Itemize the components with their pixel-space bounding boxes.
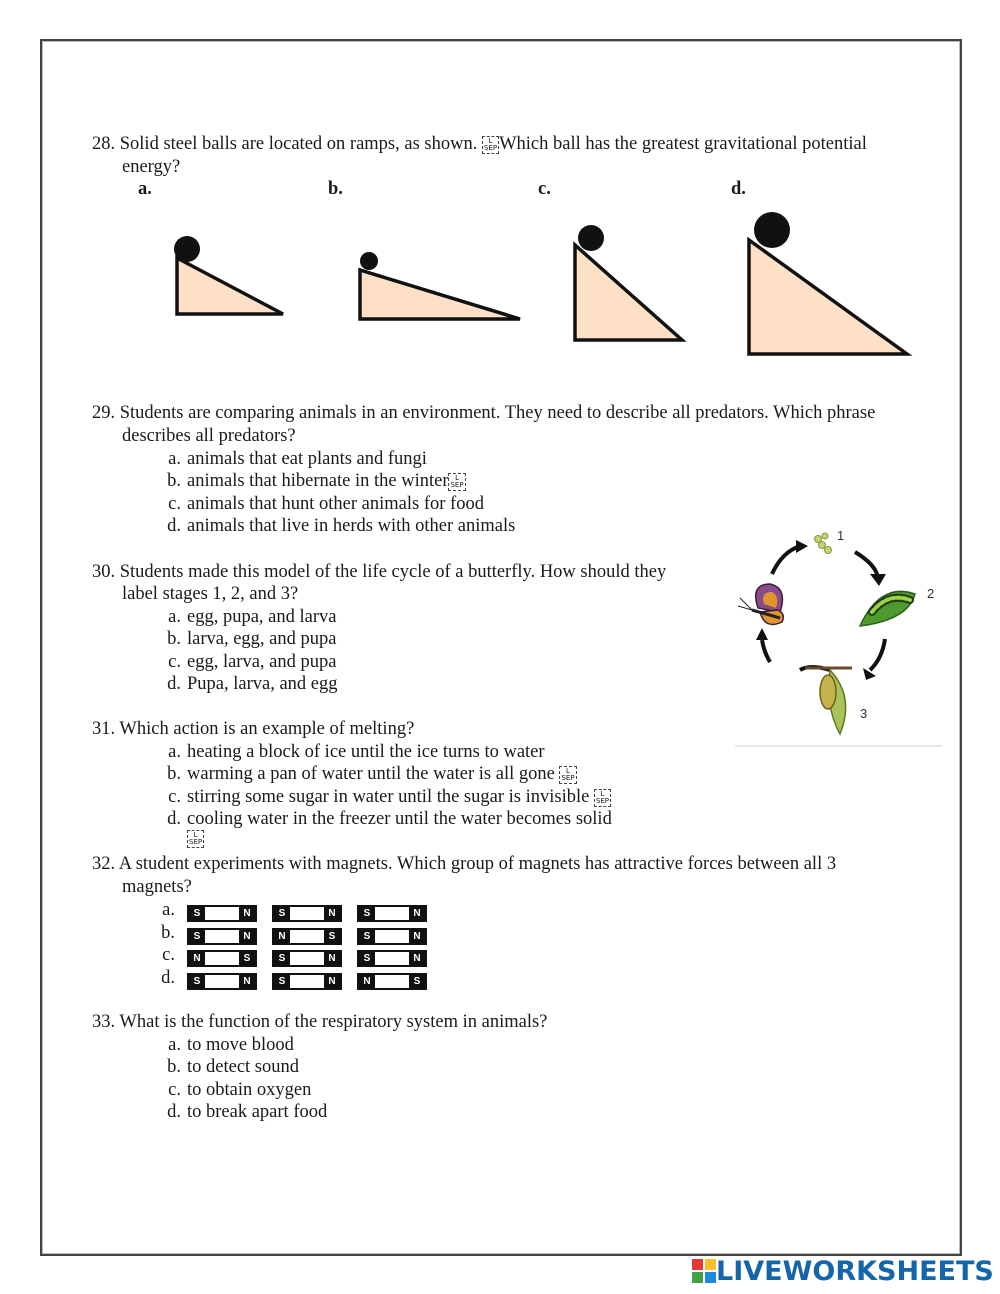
- butterfly-icon: [738, 584, 783, 624]
- egg-icon: [815, 533, 832, 554]
- q32-option-letter: c.: [162, 945, 175, 965]
- q29-option-b[interactable]: b. animals that hibernate in the winter L SEP: [167, 471, 464, 491]
- q30-option-c[interactable]: c. egg, larva, and pupa: [168, 652, 337, 672]
- bar-magnet: [357, 928, 427, 945]
- chrysalis-icon: [805, 668, 852, 734]
- bar-magnet: [272, 928, 342, 945]
- q32-option-b[interactable]: [155, 922, 555, 944]
- ramp-a[interactable]: [174, 236, 283, 314]
- magnet-pole-right: N: [239, 930, 255, 943]
- magnet-pole-right: S: [239, 952, 255, 965]
- magnet-pole-right: N: [239, 975, 255, 988]
- bar-magnet: [272, 973, 342, 990]
- sep-marker: L SEP: [189, 831, 203, 847]
- q28-label-b[interactable]: b.: [328, 179, 343, 199]
- magnet-pole-right: N: [324, 907, 340, 920]
- magnet-pole-left: S: [189, 975, 205, 988]
- liveworksheets-logo-icon: [692, 1259, 716, 1283]
- sep-marker: L SEP: [450, 473, 464, 489]
- stage-label-3: 3: [860, 706, 868, 721]
- bar-magnet: [272, 950, 342, 967]
- q33-option-d[interactable]: d. to break apart food: [167, 1102, 328, 1122]
- q31-option-d[interactable]: d. cooling water in the freezer until the water becomes solid: [167, 809, 612, 829]
- bar-magnet: [357, 950, 427, 967]
- q30-option-d[interactable]: d. Pupa, larva, and egg: [167, 674, 338, 694]
- q31-option-c[interactable]: c. stirring some sugar in water until the sugar is invisible L SEP: [168, 787, 610, 807]
- bar-magnet: [187, 928, 257, 945]
- q28-stem-text: 28. Solid steel balls are located on ramps, as shown.: [92, 134, 482, 154]
- bar-magnet: [272, 905, 342, 922]
- bar-magnet: [357, 905, 427, 922]
- q33-option-b[interactable]: b. to detect sound: [167, 1057, 300, 1077]
- stage-label-2: 2: [927, 586, 935, 601]
- q30-option-a[interactable]: a. egg, pupa, and larva: [168, 607, 337, 627]
- q29-option-c[interactable]: c. animals that hunt other animals for food: [168, 494, 484, 514]
- magnet-pole-left: S: [189, 907, 205, 920]
- sep-marker: L SEP: [595, 789, 610, 805]
- q28-stem: [92, 133, 867, 156]
- ramp-c[interactable]: [575, 225, 682, 340]
- magnet-pole-left: S: [274, 952, 290, 965]
- liveworksheets-logo[interactable]: [692, 1256, 994, 1286]
- magnet-pole-left: N: [189, 952, 205, 965]
- magnet-pole-left: S: [359, 907, 375, 920]
- q28-label-d[interactable]: d.: [731, 179, 746, 199]
- q32-option-letter: d.: [161, 967, 175, 988]
- q32-stem-line2: magnets?: [122, 877, 192, 897]
- butterfly-life-cycle-figure: [730, 522, 945, 748]
- q30-stem-line2: label stages 1, 2, and 3?: [122, 584, 299, 604]
- q32-option-d[interactable]: [155, 967, 555, 989]
- bar-magnet: [187, 973, 257, 990]
- magnet-pole-right: N: [324, 952, 340, 965]
- magnet-pole-left: S: [189, 930, 205, 943]
- q29-stem: 29. Students are comparing animals in an environment. They need to describe all predators. Which phrase: [92, 403, 876, 423]
- q32-option-letter: b.: [161, 922, 175, 943]
- q29-option-a[interactable]: a. animals that eat plants and fungi: [168, 449, 427, 469]
- q28-stem-line2: energy?: [122, 157, 181, 177]
- sep-marker: L SEP: [483, 136, 498, 152]
- q28-label-a[interactable]: a.: [138, 179, 152, 199]
- q29-stem-line2: describes all predators?: [122, 426, 296, 446]
- q28-ramps-figure: [160, 200, 930, 365]
- caterpillar-icon: [860, 591, 915, 626]
- magnet-pole-right: N: [239, 907, 255, 920]
- magnet-pole-right: S: [324, 930, 340, 943]
- q29-option-d[interactable]: d. animals that live in herds with other animals: [167, 516, 516, 536]
- magnet-pole-left: S: [359, 952, 375, 965]
- stage-label-1: 1: [837, 528, 845, 543]
- liveworksheets-brand: LIVEWORKSHEETS: [716, 1255, 994, 1287]
- q33-option-c[interactable]: c. to obtain oxygen: [168, 1080, 312, 1100]
- q33-stem: 33. What is the function of the respiratory system in animals?: [92, 1012, 548, 1032]
- q31-option-a[interactable]: a. heating a block of ice until the ice turns to water: [168, 742, 545, 762]
- q32-option-a[interactable]: [155, 899, 555, 921]
- bar-magnet: [357, 973, 427, 990]
- magnet-pole-left: N: [359, 975, 375, 988]
- q31-stem: 31. Which action is an example of melting?: [92, 719, 415, 739]
- q32-stem: 32. A student experiments with magnets. Which group of magnets has attractive forces between all 3: [92, 854, 837, 874]
- ramp-d[interactable]: [749, 212, 907, 354]
- bar-magnet: [187, 905, 257, 922]
- q28-label-c[interactable]: c.: [538, 179, 551, 199]
- magnet-pole-left: N: [274, 930, 290, 943]
- magnet-pole-left: S: [274, 907, 290, 920]
- q30-stem: 30. Students made this model of the life cycle of a butterfly. How should they: [92, 562, 667, 582]
- sep-marker: L SEP: [561, 766, 575, 782]
- magnet-pole-right: N: [409, 930, 425, 943]
- q32-option-letter: a.: [162, 900, 175, 920]
- magnet-pole-right: N: [409, 952, 425, 965]
- q30-option-b[interactable]: b. larva, egg, and pupa: [167, 629, 337, 649]
- magnet-pole-right: S: [409, 975, 425, 988]
- q31-option-b[interactable]: b. warming a pan of water until the water is all gone L SEP: [167, 764, 575, 784]
- magnet-pole-right: N: [324, 975, 340, 988]
- magnet-pole-left: S: [359, 930, 375, 943]
- q32-option-c[interactable]: [155, 944, 555, 966]
- q33-option-a[interactable]: a. to move blood: [168, 1035, 294, 1055]
- magnet-pole-right: N: [409, 907, 425, 920]
- magnet-pole-left: S: [274, 975, 290, 988]
- bar-magnet: [187, 950, 257, 967]
- q28-stem-text-cont: Which ball has the greatest gravitational potential: [499, 134, 867, 154]
- ramp-b[interactable]: [360, 252, 520, 319]
